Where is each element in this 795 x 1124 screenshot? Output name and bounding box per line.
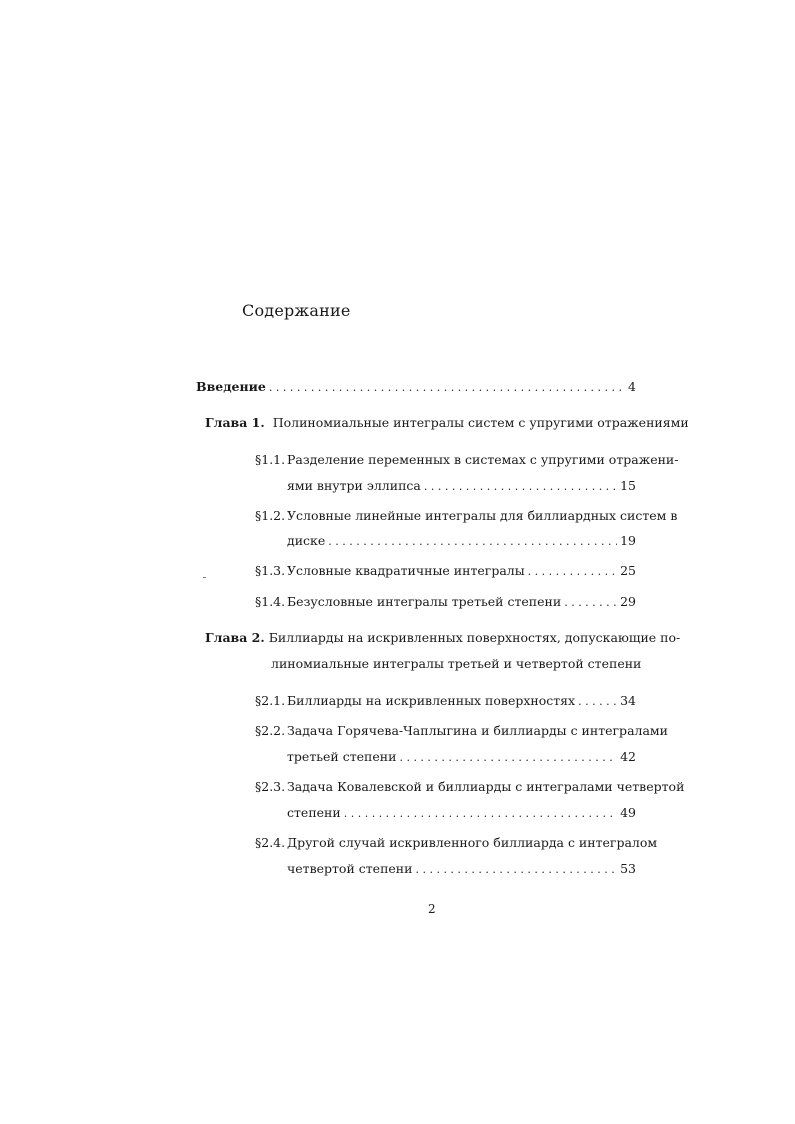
section-1-2-page: 19 <box>620 533 636 548</box>
page-number: 2 <box>428 902 436 916</box>
section-2-4-page: 53 <box>620 861 636 876</box>
section-1-4-page: 29 <box>620 594 636 609</box>
section-1-2-title-line1: Условные линейные интегралы для биллиардных систем в <box>287 508 678 523</box>
leader-dots <box>399 750 617 766</box>
chapter-1-heading <box>205 415 689 431</box>
section-1-4-number: §1.4. <box>255 594 286 609</box>
chapter-1-title: Полиномиальные интегралы систем с упругими отражениями <box>272 415 689 430</box>
section-2-4-number: §2.4. <box>255 835 286 850</box>
toc-entry-intro <box>196 379 636 396</box>
section-1-2-title-line2: диске <box>287 533 326 548</box>
section-1-1-title-line1: Разделение переменных в системах с упругими отражени- <box>287 452 679 467</box>
intro-page: 4 <box>628 379 636 394</box>
section-1-4-title: Безусловные интегралы третьей степени <box>287 594 562 609</box>
toc-title: Содержание <box>242 301 351 320</box>
toc-entry-2-2 <box>287 749 636 766</box>
toc-entry-2-3 <box>287 805 636 822</box>
chapter-2-title-line1: Биллиарды на искривленных поверхностях, допускающие по- <box>268 630 681 645</box>
leader-dots <box>564 595 617 611</box>
scan-speck <box>203 577 206 578</box>
toc-entry-1-3 <box>287 563 636 580</box>
section-2-4-title-line2: четвертой степени <box>287 861 413 876</box>
section-2-2-page: 42 <box>620 749 636 764</box>
section-1-3-title: Условные квадратичные интегралы <box>287 563 525 578</box>
leader-dots <box>528 564 617 580</box>
section-1-1-number: §1.1. <box>255 452 286 467</box>
toc-entry-2-1 <box>287 693 636 710</box>
section-1-3-page: 25 <box>620 563 636 578</box>
leader-dots <box>269 380 625 396</box>
leader-dots <box>424 479 617 495</box>
section-1-2-number: §1.2. <box>255 508 286 523</box>
chapter-2-heading-line1 <box>205 630 681 646</box>
section-2-1-title: Биллиарды на искривленных поверхностях <box>287 693 576 708</box>
leader-dots <box>344 806 617 822</box>
section-2-2-title-line2: третьей степени <box>287 749 397 764</box>
toc-entry-1-2 <box>287 533 636 550</box>
section-2-3-title-line2: степени <box>287 805 341 820</box>
leader-dots <box>328 534 617 550</box>
section-2-2-title-line1: Задача Горячева-Чаплыгина и биллиарды с интегралами <box>287 723 668 738</box>
section-1-1-title-line2: ями внутри эллипса <box>287 478 421 493</box>
toc-entry-2-4 <box>287 861 636 878</box>
intro-label: Введение <box>196 379 266 394</box>
section-1-1-page: 15 <box>620 478 636 493</box>
section-2-3-number: §2.3. <box>255 779 286 794</box>
section-2-3-page: 49 <box>620 805 636 820</box>
section-1-3-number: §1.3. <box>255 563 286 578</box>
section-2-4-title-line1: Другой случай искривленного биллиарда с интегралом <box>287 835 658 850</box>
leader-dots <box>415 862 617 878</box>
section-2-2-number: §2.2. <box>255 723 286 738</box>
section-2-1-page: 34 <box>620 693 636 708</box>
section-2-3-title-line1: Задача Ковалевской и биллиарды с интегралами четвертой <box>287 779 685 794</box>
toc-entry-1-1 <box>287 478 636 495</box>
chapter-1-prefix: Глава 1. <box>205 415 265 430</box>
section-2-1-number: §2.1. <box>255 693 286 708</box>
chapter-2-prefix: Глава 2. <box>205 630 265 645</box>
leader-dots <box>578 694 617 710</box>
chapter-2-title-line2: линомиальные интегралы третьей и четвертой степени <box>271 656 642 671</box>
toc-entry-1-4 <box>287 594 636 611</box>
